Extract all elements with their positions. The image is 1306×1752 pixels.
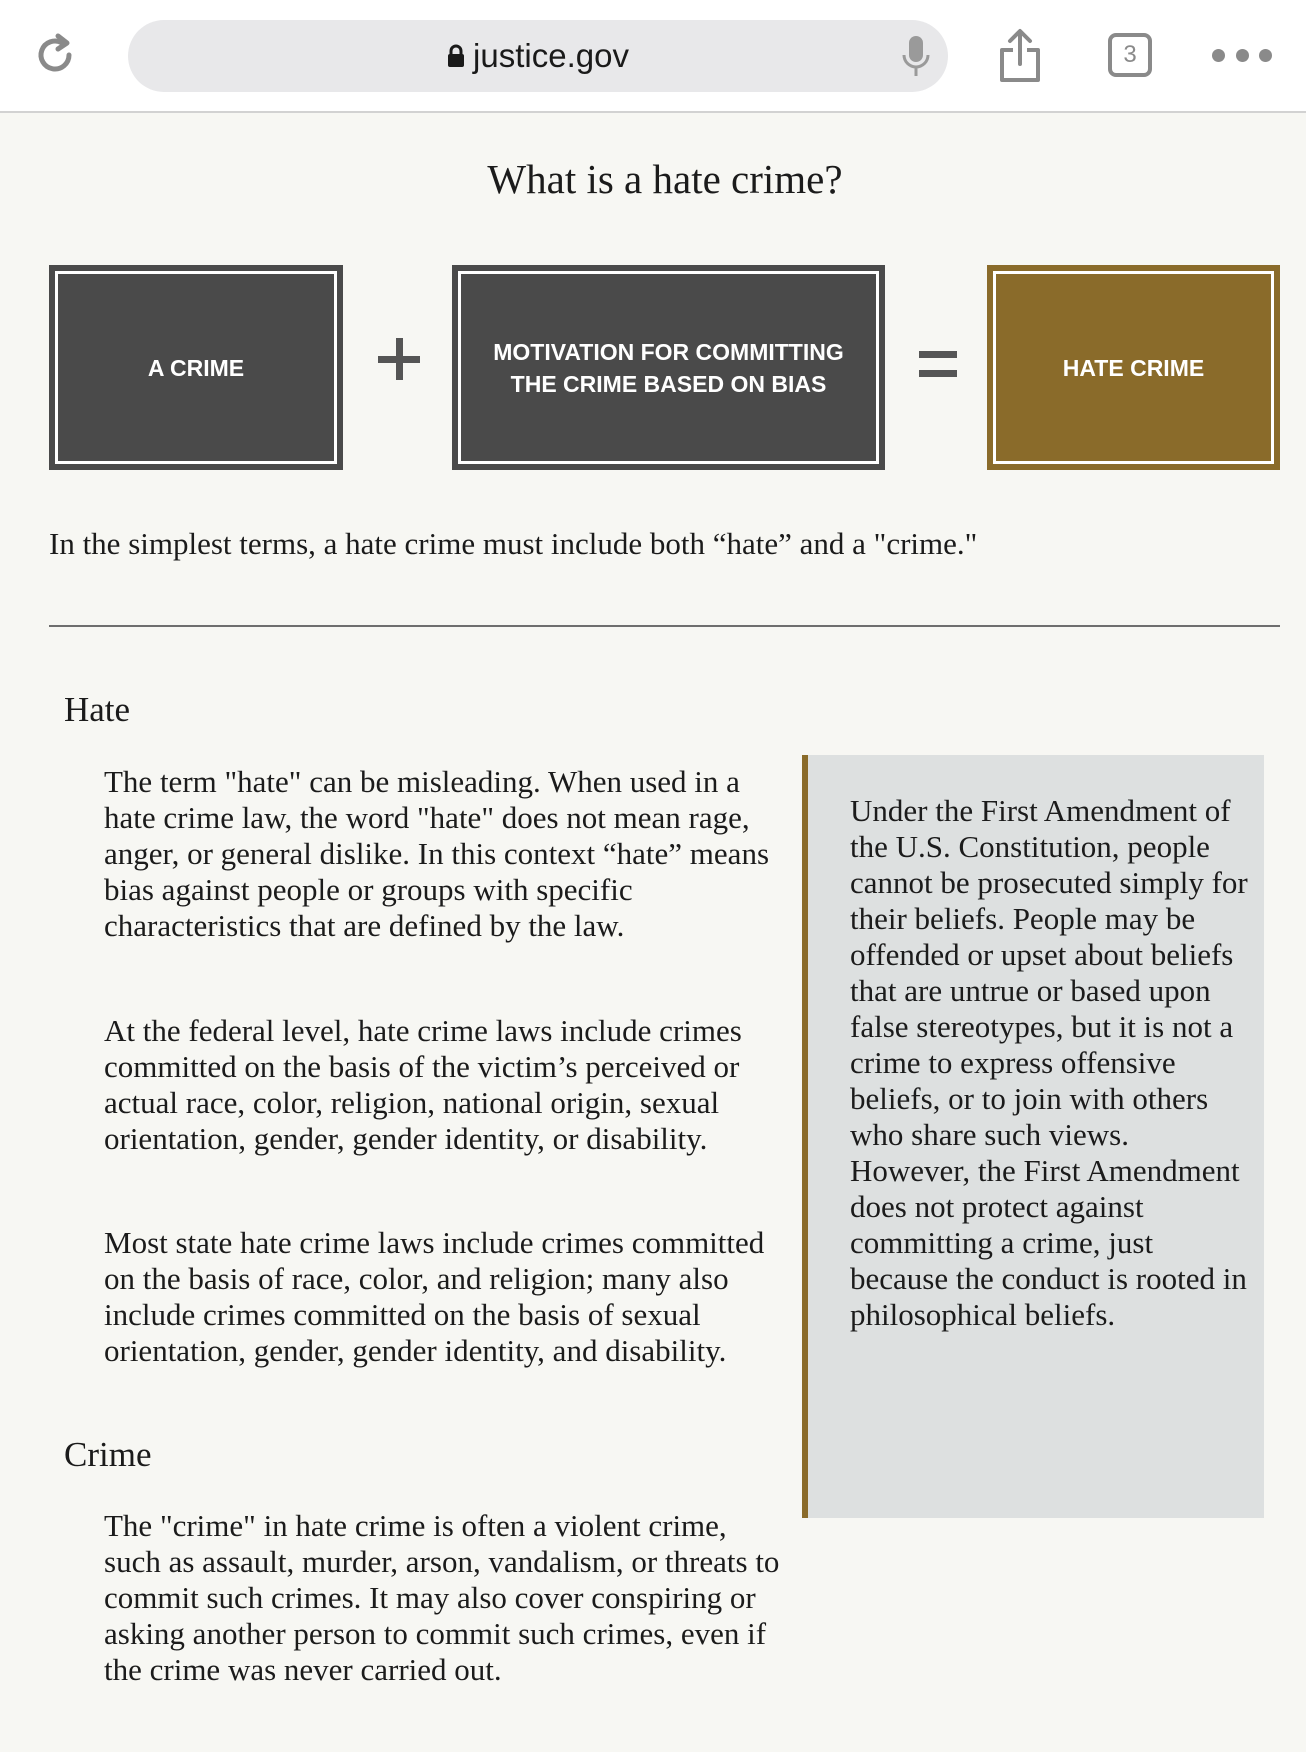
more-icon <box>1212 49 1225 62</box>
equation-motivation-box <box>452 265 885 470</box>
hate-paragraph-federal: At the federal level, hate crime laws include crimes committed on the basis of the victim’s perceived or actual race, color, religion, national origin, sexual orientation, gender, gender identity, or disability. <box>104 1013 742 1156</box>
equation-motivation-label: MOTIVATION FOR COMMITTING THE CRIME BASED ON BIAS <box>493 338 844 397</box>
url-text: justice.gov <box>473 37 629 74</box>
browser-toolbar <box>0 0 1306 113</box>
equation-crime-box <box>49 265 343 470</box>
reload-button[interactable] <box>28 28 82 82</box>
section-heading-hate: Hate <box>64 690 131 729</box>
hate-paragraph-state: Most state hate crime laws include crimes committed on the basis of race, color, and religion; many also include crimes committed on the basis of sexual orientation, gender, gender identity, and disability. <box>104 1225 765 1368</box>
summary-text: In the simplest terms, a hate crime must include both “hate” and a "crime." <box>49 526 978 561</box>
first-amendment-text: Under the First Amendment of the U.S. Constitution, people cannot be prosecuted simply for their beliefs. People may be offended or upset about beliefs that are untrue or based upon false stereotypes, but it is not a crime to express offensive beliefs, or to join with others who share such views. However, the First Amendment does not protect against committing a crime, just because the conduct is rooted in philosophical beliefs. <box>850 793 1248 1332</box>
microphone-icon <box>901 35 931 77</box>
more-icon-dot <box>1259 49 1272 62</box>
tab-count: 3 <box>1123 41 1137 68</box>
page-title: What is a hate crime? <box>487 156 843 202</box>
more-icon-dot <box>1236 49 1249 62</box>
first-amendment-callout <box>802 755 1264 1518</box>
lock-icon <box>447 44 465 68</box>
url-display <box>128 20 948 92</box>
share-button[interactable] <box>988 24 1052 88</box>
share-icon <box>997 28 1043 84</box>
section-divider <box>49 625 1280 627</box>
equation-result-label: HATE CRIME <box>1062 354 1205 381</box>
equation-crime-label: A CRIME <box>147 354 245 381</box>
hate-paragraph-definition: The term "hate" can be misleading. When used in a hate crime law, the word "hate" does not mean rage, anger, or general dislike. In this context “hate” means bias against people or groups with specific characteristics that are defined by the law. <box>104 764 770 943</box>
more-menu-button[interactable] <box>1212 40 1272 70</box>
plus-sign <box>378 338 420 380</box>
microphone-button[interactable] <box>890 30 942 82</box>
equals-sign <box>919 351 957 377</box>
section-heading-crime: Crime <box>64 1435 152 1474</box>
crime-paragraph: The "crime" in hate crime is often a violent crime, such as assault, murder, arson, vandalism, or threats to commit such crimes. It may also cover conspiring or asking another person to commit such crimes, even if the crime was never carried out. <box>104 1508 780 1687</box>
tabs-button[interactable] <box>1108 33 1152 77</box>
equation-result-box <box>987 265 1280 470</box>
address-bar[interactable] <box>128 20 948 92</box>
reload-icon <box>31 31 79 79</box>
